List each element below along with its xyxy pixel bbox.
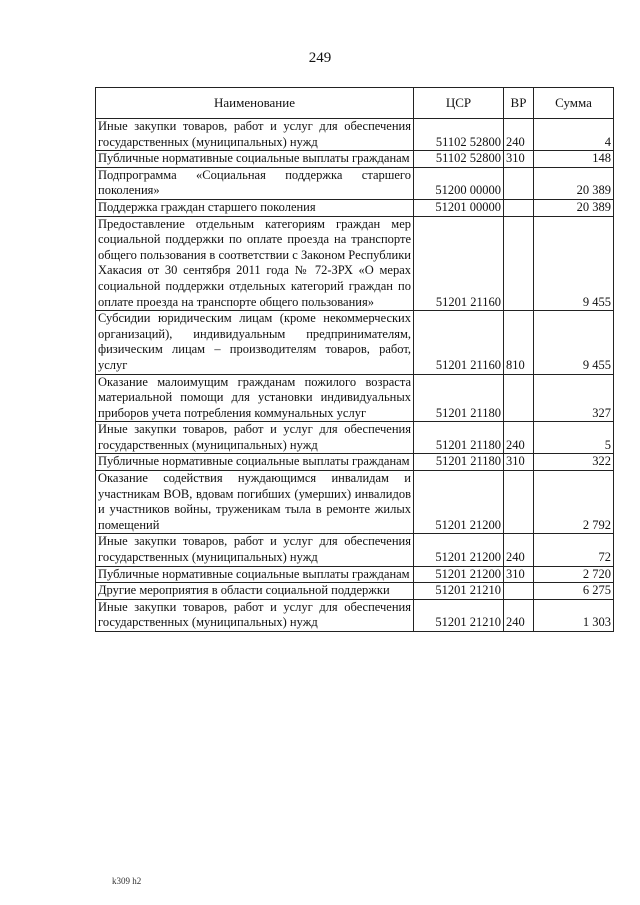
table-row xyxy=(96,534,614,566)
row-vr: 310 xyxy=(504,151,534,168)
row-vr xyxy=(504,199,534,216)
row-sum: 72 xyxy=(534,534,614,566)
row-csr: 51201 21160 xyxy=(414,311,504,374)
row-csr: 51201 21200 xyxy=(414,471,504,534)
row-vr: 310 xyxy=(504,566,534,583)
row-csr: 51102 52800 xyxy=(414,119,504,151)
row-csr: 51201 21160 xyxy=(414,216,504,311)
table-row xyxy=(96,311,614,374)
row-vr xyxy=(504,374,534,422)
row-name: Иные закупки товаров, работ и услуг для обеспечения государственных (муниципальных) нужд xyxy=(96,119,414,151)
row-vr xyxy=(504,216,534,311)
row-sum: 148 xyxy=(534,151,614,168)
row-name: Подпрограмма «Социальная поддержка старшего поколения» xyxy=(96,167,414,199)
row-name: Оказание малоимущим гражданам пожилого возраста материальной помощи для установки индивидуальных приборов учета потребления коммунальных услуг xyxy=(96,374,414,422)
budget-table xyxy=(95,87,614,632)
row-name: Оказание содействия нуждающимся инвалидам и участникам ВОВ, вдовам погибших (умерших) инвалидов и участников войны, труженикам тыла в ремонте жилых помещений xyxy=(96,471,414,534)
row-vr xyxy=(504,167,534,199)
row-sum: 2 720 xyxy=(534,566,614,583)
table-row xyxy=(96,599,614,631)
row-sum: 1 303 xyxy=(534,599,614,631)
row-sum: 20 389 xyxy=(534,167,614,199)
row-name: Публичные нормативные социальные выплаты гражданам xyxy=(96,151,414,168)
column-header-name: Наименование xyxy=(96,88,414,119)
page-number: 249 xyxy=(308,50,332,66)
row-name: Публичные нормативные социальные выплаты гражданам xyxy=(96,566,414,583)
table-row xyxy=(96,216,614,311)
row-csr: 51102 52800 xyxy=(414,151,504,168)
row-csr: 51201 00000 xyxy=(414,199,504,216)
row-sum: 2 792 xyxy=(534,471,614,534)
row-vr xyxy=(504,471,534,534)
table-row xyxy=(96,566,614,583)
row-name: Публичные нормативные социальные выплаты гражданам xyxy=(96,454,414,471)
table-row xyxy=(96,422,614,454)
row-vr: 310 xyxy=(504,454,534,471)
table-row xyxy=(96,119,614,151)
table-header-row xyxy=(96,88,614,119)
row-vr: 240 xyxy=(504,599,534,631)
row-sum: 9 455 xyxy=(534,311,614,374)
row-name: Иные закупки товаров, работ и услуг для обеспечения государственных (муниципальных) нужд xyxy=(96,422,414,454)
row-name: Предоставление отдельным категориям граждан мер социальной поддержки по оплате проезда на транспорте общего пользования в соответствии с Законом Республики Хакасия от 30 сентября 2011 года № 72-ЗРХ «О мерах социальной поддержки отдельных категорий граждан по оплате проезда на транспорте общего пользования» xyxy=(96,216,414,311)
table-row xyxy=(96,167,614,199)
row-vr: 240 xyxy=(504,534,534,566)
table-row xyxy=(96,583,614,600)
row-name: Субсидии юридическим лицам (кроме некоммерческих организаций), индивидуальным предпринимателям, физическим лицам – производителям товаров, работ, услуг xyxy=(96,311,414,374)
row-vr: 240 xyxy=(504,119,534,151)
row-sum: 322 xyxy=(534,454,614,471)
row-csr: 51201 21200 xyxy=(414,566,504,583)
row-vr: 240 xyxy=(504,422,534,454)
row-csr: 51201 21210 xyxy=(414,583,504,600)
footer-code: k309 h2 xyxy=(112,876,142,886)
column-header-csr: ЦСР xyxy=(414,88,504,119)
row-csr: 51201 21200 xyxy=(414,534,504,566)
row-name: Поддержка граждан старшего поколения xyxy=(96,199,414,216)
table-row xyxy=(96,199,614,216)
row-sum: 6 275 xyxy=(534,583,614,600)
table-row xyxy=(96,151,614,168)
column-header-vr: ВР xyxy=(504,88,534,119)
row-name: Иные закупки товаров, работ и услуг для обеспечения государственных (муниципальных) нужд xyxy=(96,599,414,631)
column-header-sum: Сумма xyxy=(534,88,614,119)
row-sum: 4 xyxy=(534,119,614,151)
row-csr: 51201 21180 xyxy=(414,374,504,422)
table-body xyxy=(96,119,614,632)
row-csr: 51200 00000 xyxy=(414,167,504,199)
row-sum: 5 xyxy=(534,422,614,454)
table-row xyxy=(96,454,614,471)
row-sum: 9 455 xyxy=(534,216,614,311)
row-name: Другие мероприятия в области социальной поддержки xyxy=(96,583,414,600)
row-sum: 327 xyxy=(534,374,614,422)
table-row xyxy=(96,471,614,534)
row-sum: 20 389 xyxy=(534,199,614,216)
row-csr: 51201 21180 xyxy=(414,454,504,471)
table-row xyxy=(96,374,614,422)
row-vr: 810 xyxy=(504,311,534,374)
row-csr: 51201 21180 xyxy=(414,422,504,454)
row-name: Иные закупки товаров, работ и услуг для обеспечения государственных (муниципальных) нужд xyxy=(96,534,414,566)
row-vr xyxy=(504,583,534,600)
row-csr: 51201 21210 xyxy=(414,599,504,631)
